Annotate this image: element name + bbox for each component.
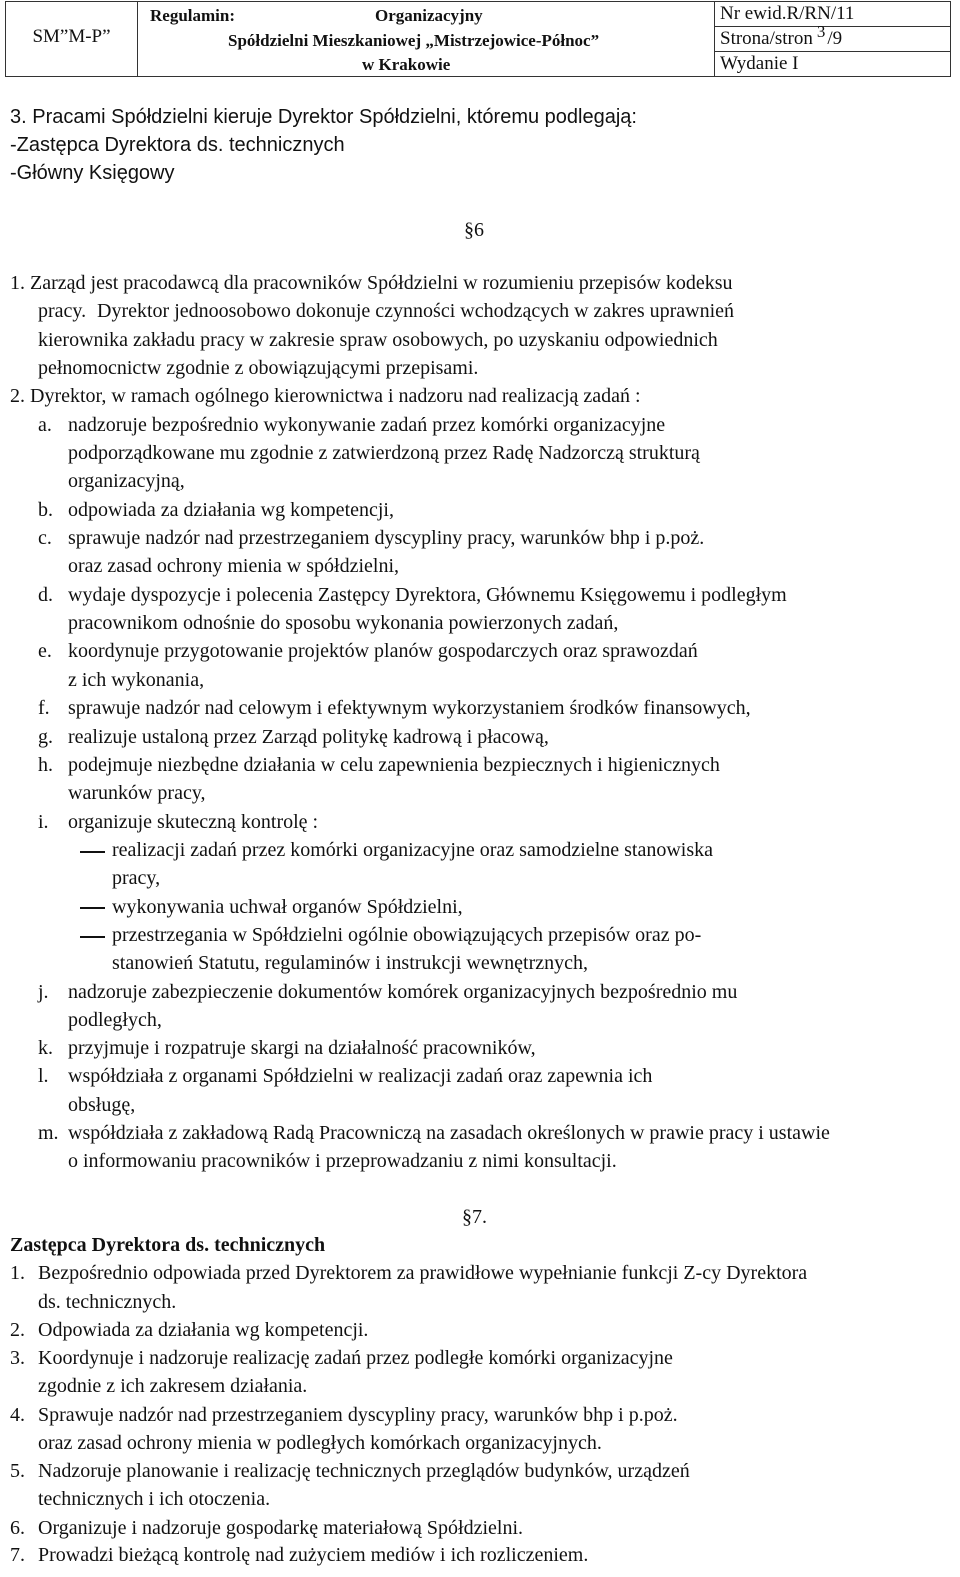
list-item: nadzoruje zabezpieczenie dokumentów komórek organizacyjnych bezpośrednio mu xyxy=(68,981,738,1003)
list-marker: h. xyxy=(38,754,53,776)
header-title-block xyxy=(138,2,715,76)
dash-bullet xyxy=(80,851,105,853)
list-item: współdziała z zakładową Radą Pracowniczą na zasadach określonych w prawie pracy i ustawie xyxy=(68,1122,830,1144)
list-item: współdziała z organami Spółdzielni w realizacji zadań oraz zapewnia ich xyxy=(68,1065,653,1087)
paragraph-line: pracy. xyxy=(38,300,87,322)
section-7-title: Zastępca Dyrektora ds. technicznych xyxy=(10,1234,326,1256)
header-page-number: 3 xyxy=(816,22,826,41)
intro-line: -Główny Księgowy xyxy=(10,162,175,184)
sub-item: przestrzegania w Spółdzielni ogólnie obowiązujących przepisów oraz po- xyxy=(112,924,702,946)
list-item: Odpowiada za działania wg kompetencji. xyxy=(38,1319,369,1341)
list-item: wydaje dyspozycje i polecenia Zastępcy Dyrektora, Głównemu Księgowemu i podległym xyxy=(68,584,787,606)
header-edition: Wydanie I xyxy=(720,53,799,74)
list-marker: g. xyxy=(38,726,53,748)
header-page-total: /9 xyxy=(827,28,843,49)
header-org-city: w Krakowie xyxy=(362,55,451,74)
list-marker: f. xyxy=(38,697,50,719)
list-marker: c. xyxy=(38,527,52,549)
intro-line: -Zastępca Dyrektora ds. technicznych xyxy=(10,134,345,156)
list-item: sprawuje nadzór nad celowym i efektywnym wykorzystaniem środków finansowych, xyxy=(68,697,751,719)
list-item: oraz zasad ochrony mienia w podległych komórkach organizacyjnych. xyxy=(38,1432,602,1454)
paragraph-line: pełnomocnictw zgodnie z obowiązującymi przepisami. xyxy=(38,357,479,379)
section-7-heading: §7. xyxy=(462,1206,487,1228)
list-marker: 1. xyxy=(10,1262,25,1284)
list-marker: 7. xyxy=(10,1544,25,1566)
list-item: Sprawuje nadzór nad przestrzeganiem dyscypliny pracy, warunków bhp i p.poż. xyxy=(38,1404,678,1426)
list-item: z ich wykonania, xyxy=(68,669,205,691)
list-item: technicznych i ich otoczenia. xyxy=(38,1488,271,1510)
list-marker: a. xyxy=(38,414,52,436)
section-6-heading: §6 xyxy=(464,219,484,241)
paragraph-line: Dyrektor jednoosobowo dokonuje czynności wchodzących w zakres uprawnień xyxy=(97,300,735,322)
list-item: nadzoruje bezpośrednio wykonywanie zadań przez komórki organizacyjne xyxy=(68,414,666,436)
list-marker: e. xyxy=(38,640,52,662)
list-marker: l. xyxy=(38,1065,49,1087)
list-item: warunków pracy, xyxy=(68,782,206,804)
header-page-count xyxy=(715,22,950,52)
list-marker: 4. xyxy=(10,1404,25,1426)
header-page-label: Strona/stron xyxy=(720,28,813,49)
header-meta xyxy=(715,2,950,76)
header-regulamin-label: Regulamin: xyxy=(150,6,235,25)
list-marker: 6. xyxy=(10,1517,25,1539)
list-item: odpowiada za działania wg kompetencji, xyxy=(68,499,394,521)
list-marker: b. xyxy=(38,499,53,521)
list-marker: m. xyxy=(38,1122,59,1144)
intro-line: 3. Pracami Spółdzielni kieruje Dyrektor Spółdzielni, któremu podlegają: xyxy=(10,106,637,128)
list-item: przyjmuje i rozpatruje skargi na działalność pracowników, xyxy=(68,1037,536,1059)
sub-item: wykonywania uchwał organów Spółdzielni, xyxy=(112,896,463,918)
list-item: realizuje ustaloną przez Zarząd politykę kadrową i płacową, xyxy=(68,726,549,748)
list-marker: 3. xyxy=(10,1347,25,1369)
paragraph-line: 2. Dyrektor, w ramach ogólnego kierownictwa i nadzoru nad realizacją zadań : xyxy=(10,385,641,407)
list-item: oraz zasad ochrony mienia w spółdzielni, xyxy=(68,555,399,577)
list-item: Prowadzi bieżącą kontrolę nad zużyciem mediów i ich rozliczeniem. xyxy=(38,1544,589,1566)
list-item: zgodnie z ich zakresem działania. xyxy=(38,1375,308,1397)
list-item: organizuje skuteczną kontrolę : xyxy=(68,811,319,833)
list-marker: d. xyxy=(38,584,53,606)
list-item: podporządkowane mu zgodnie z zatwierdzoną przez Radę Nadzorczą strukturą xyxy=(68,442,700,464)
sub-item: realizacji zadań przez komórki organizacyjne oraz samodzielne stanowiska xyxy=(112,839,714,861)
list-marker: k. xyxy=(38,1037,53,1059)
document-header xyxy=(5,1,951,77)
sub-item: pracy, xyxy=(112,867,161,889)
list-item: podejmuje niezbędne działania w celu zapewnienia bezpiecznych i higienicznych xyxy=(68,754,720,776)
list-item: obsługę, xyxy=(68,1094,136,1116)
list-item: koordynuje przygotowanie projektów planów gospodarczych oraz sprawozdań xyxy=(68,640,698,662)
list-item: sprawuje nadzór nad przestrzeganiem dyscypliny pracy, warunków bhp i p.poż. xyxy=(68,527,705,549)
list-marker: 5. xyxy=(10,1460,25,1482)
header-nr-ewid: Nr ewid.R/RN/11 xyxy=(715,2,950,27)
sub-item: stanowień Statutu, regulaminów i instrukcji wewnętrznych, xyxy=(112,952,589,974)
list-item: o informowaniu pracowników i przeprowadzaniu z nimi konsultacji. xyxy=(68,1150,617,1172)
paragraph-line: kierownika zakładu pracy w zakresie spraw osobowych, po uzyskaniu odpowiednich xyxy=(38,329,718,351)
list-item: Koordynuje i nadzoruje realizację zadań przez podległe komórki organizacyjne xyxy=(38,1347,673,1369)
list-item: podległych, xyxy=(68,1009,162,1031)
list-marker: j. xyxy=(38,981,49,1003)
list-item: Organizuje i nadzoruje gospodarkę materiałową Spółdzielni. xyxy=(38,1517,524,1539)
header-regulamin-type: Organizacyjny xyxy=(375,6,483,25)
list-item: pracownikom odnośnie do sposobu wykonania powierzonych zadań, xyxy=(68,612,619,634)
list-marker: i. xyxy=(38,811,49,833)
list-item: ds. technicznych. xyxy=(38,1291,177,1313)
dash-bullet xyxy=(80,907,105,909)
dash-bullet xyxy=(80,936,105,938)
header-org-code: SM”M-P” xyxy=(6,2,138,76)
list-marker: 2. xyxy=(10,1319,25,1341)
header-org-name: Spółdzielni Mieszkaniowej „Mistrzejowice-Północ” xyxy=(228,31,600,50)
list-item: Bezpośrednio odpowiada przed Dyrektorem za prawidłowe wypełnianie funkcji Z-cy Dyrektora xyxy=(38,1262,808,1284)
list-item: organizacyjną, xyxy=(68,470,185,492)
list-item: Nadzoruje planowanie i realizację technicznych przeglądów budynków, urządzeń xyxy=(38,1460,690,1482)
paragraph-line: 1. Zarząd jest pracodawcą dla pracowników Spółdzielni w rozumieniu przepisów kodeksu xyxy=(10,272,733,294)
